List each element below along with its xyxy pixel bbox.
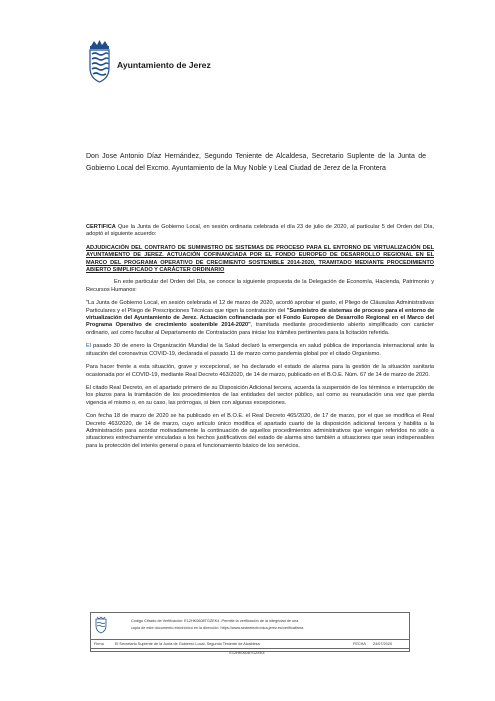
certifica-word: CERTIFICA	[86, 224, 116, 230]
signature-row	[91, 639, 409, 649]
paragraph-alarm-state: Para hacer frente a esta situación, grave y excepcional, se ha declarado el estado de alarma para la gestión de la situación sanitaria ocasionada por el COVID-19, mediante Real Decreto 463/2020, de 14 de marzo, publicado en el B.O.E. Núm. 67 de 14 de marzo de 2020.	[86, 364, 434, 378]
paragraph-contract-c: , tramitada mediante procedimiento abierto simplificado con carácter ordinario, así como facultar al Departamento de Contratación para iniciar los trámites pertinentes para la licitación referida.	[86, 322, 434, 336]
paragraph-who-first: El	[86, 343, 91, 350]
agreement-title: ADJUDICACIÓN DEL CONTRATO DE SUMINISTRO DE SISTEMAS DE PROCESO PARA EL ENTORNO DE VIRTUALIZACIÓN DEL AYUNTAMIENTO DE JEREZ. ACTUACIÓN COFINANCIADA POR EL FONDO EUROPEO DE DESARROLLO REGIONAL EN EL MARCO DEL PROGRAMA OPERATIVO DE CRECIMIENTO SOSTENIBLE 2014-2020, TRAMITADO MEDIANTE PROCEDIMIENTO ABIERTO SIMPLIFICADO Y CARÁCTER ORDINARIO	[86, 244, 434, 274]
document-body	[86, 224, 434, 456]
fecha-value: 24/07/2020	[373, 641, 393, 646]
verification-line-1: Código Cifrado de Verificación: E12HK0608TGZEK4 .Permite la verificación de la integridad de una	[131, 619, 299, 623]
verification-box	[90, 612, 410, 652]
verification-line-2: copia de este documento electrónico en la dirección: https://www.sedeelectronica.jerez.es/verificafirma	[131, 626, 304, 630]
certifica-paragraph	[86, 224, 434, 239]
firma-label: Firma	[94, 641, 104, 646]
paragraph-royal-decree: El citado Real Decreto, en el apartado primero de su Disposición Adicional tercera, acuerda la suspensión de los términos e interrupción de los plazos para la tramitación de los procedimientos de las entidades del sector público, así como su reanudación una vez que pierda vigencia el mismo o, en su caso, las prórrogas, si bien con algunas excepciones.	[86, 384, 434, 406]
paragraph-contract-subject: "Suministro de sistemas de proceso para el entorno de virtualización del Ayuntamiento de Jerez. Actuación cofinanciada por el Fondo Europeo de Desarrollo Regional en el Marco del Programa Operativo de crecimiento sostenible 2014-2020"	[86, 307, 434, 329]
organization-name: Ayuntamiento de Jerez	[117, 60, 211, 70]
certifier-intro: Don Jose Antonio Díaz Hernández, Segundo Teniente de Alcaldesa, Secretario Suplente de la Junta de Gobierno Local del Excmo. Ayuntamiento de la Muy Noble y Leal Ciudad de Jerez de la Frontera	[86, 153, 426, 172]
firma-text: El Secretario Suplente de la Junta de Gobierno Local, Segundo Teniente de Alcaldesa	[115, 641, 260, 646]
paragraph-contract-a: "La Junta de Gobierno Local, en sesión celebrada el 12 de marzo de 2020, acordó aprobar el gasto, el Pliego de Cláusulas Administrativas Particulares y el Pliego de Prescripciones Técnicas que rigen la contratación del	[86, 300, 434, 314]
paragraph-who	[86, 343, 434, 358]
jerez-coat-of-arms-small-icon	[94, 616, 108, 634]
verification-code: E12HK0608TGZEK4	[229, 651, 265, 655]
paragraph-contract	[86, 300, 434, 337]
fecha-label: FECHA	[353, 641, 366, 646]
jerez-coat-of-arms-icon	[87, 38, 112, 84]
paragraph-who-rest: pasado 30 de enero la Organización Mundial de la Salud declaró la emergencia en salud pública de importancia internacional ante la situación del coronavirus COVID-19, declarada el pasado 11 de marzo como pandemia global por el citado Organismo.	[86, 343, 434, 357]
certifica-text: Que la Junta de Gobierno Local, en sesión ordinaria celebrada el día 23 de julio de 2020, al particular 5 del Orden del Día, adoptó el siguiente acuerdo:	[86, 224, 434, 238]
paragraph-proposal: En este particular del Orden del Día, se conoce la siguiente propuesta de la Delegación de Economía, Hacienda, Patrimonio y Recursos Humanos:	[86, 279, 434, 293]
paragraph-decree-465: Con fecha 18 de marzo de 2020 se ha publicado en el B.O.E. el Real Decreto 465/2020, de 17 de marzo, por el que se modifica el Real Decreto 463/2020, de 14 de marzo, cuyo artículo único modifica el apartado cuarto de la disposición adicional tercera y habilita a la Administración para acordar motivadamente la continuación de aquellos procedimientos administrativos que vengan referidos no sólo a situaciones estrechamente vinculadas a los hechos justificativos del estado de alarma sino también a situaciones que sean indispensables para la protección del interés general o para el funcionamiento básico de los servicios.	[86, 413, 434, 449]
